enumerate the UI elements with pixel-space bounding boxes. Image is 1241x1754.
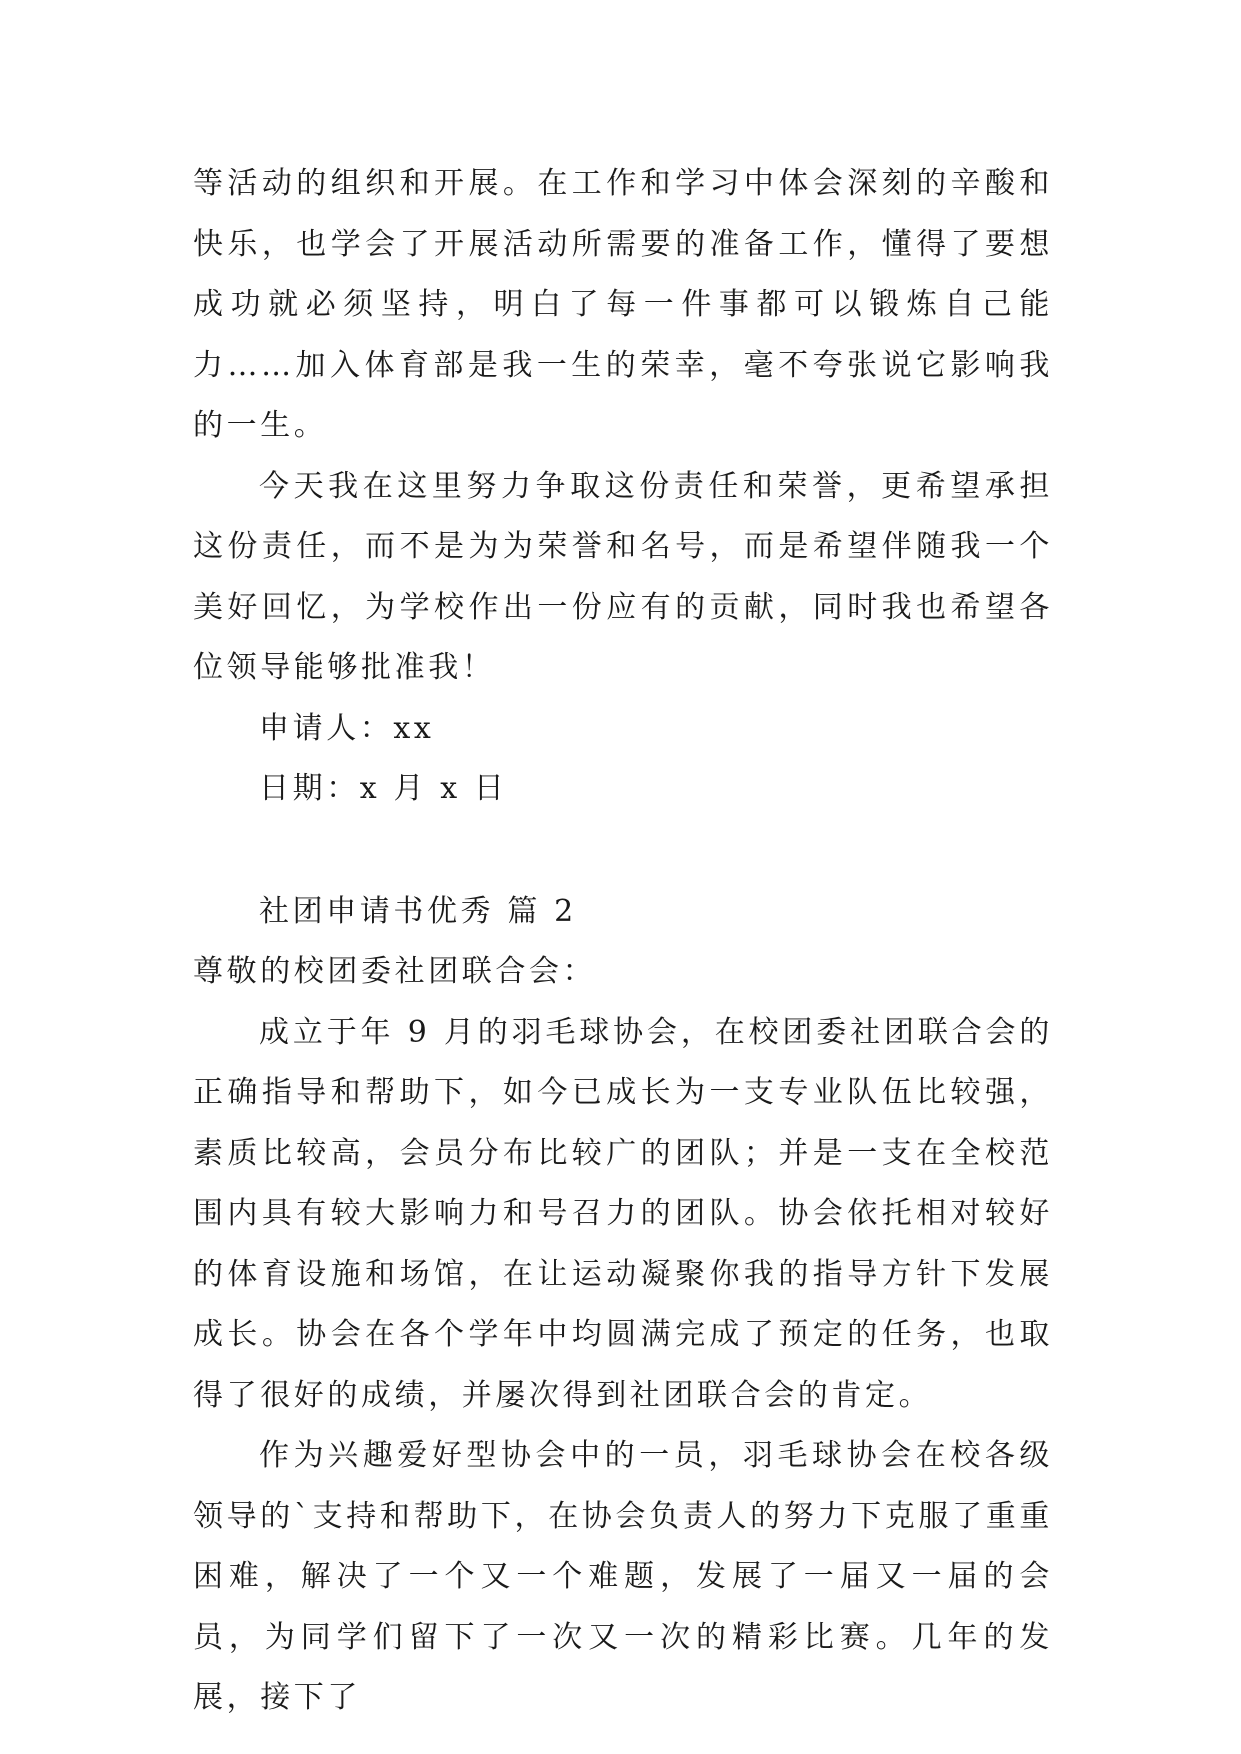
paragraph-association-history: 作为兴趣爱好型协会中的一员，羽毛球协会在校各级领导的`支持和帮助下，在协会负责人的努力下克服了重重困难，解决了一个又一个难题，发展了一届又一届的会员，为同学们留下了一次又一次的精彩比赛。几年的发展，接下了 [193,1438,1053,1715]
date-line: 日期：x 月 x 日 [259,771,508,806]
section-heading: 社团申请书优秀 篇 2 [259,893,577,929]
paragraph-association-intro: 成立于年 9 月的羽毛球协会，在校团委社团联合会的正确指导和帮助下，如今已成长为一支专业队伍比较强，素质比较高，会员分布比较广的团队；并是一支在全校范围内具有较大影响力和号召力的团队。协会依托相对较好的体育设施和场馆，在让运动凝聚你我的指导方针下发展成长。协会在各个学年中均圆满完成了预定的任务，也取得了很好的成绩，并屡次得到社团联合会的肯定。 [193,1014,1053,1413]
applicant-line: 申请人：xx [259,710,435,746]
section-gap [193,820,1053,882]
salutation: 尊敬的校团委社团联合会： [193,954,597,989]
document-page [193,154,1053,1729]
paragraph-continued: 等活动的组织和开展。在工作和学习中体会深刻的辛酸和快乐，也学会了开展活动所需要的准备工作，懂得了要想成功就必须坚持，明白了每一件事都可以锻炼自己能力……加入体育部是我一生的荣幸，毫不夸张说它影响我的一生。 [193,166,1053,443]
paragraph-request: 今天我在这里努力争取这份责任和荣誉，更希望承担这份责任，而不是为为荣誉和名号，而是希望伴随我一个美好回忆，为学校作出一份应有的贡献，同时我也希望各位领导能够批准我！ [193,468,1053,685]
